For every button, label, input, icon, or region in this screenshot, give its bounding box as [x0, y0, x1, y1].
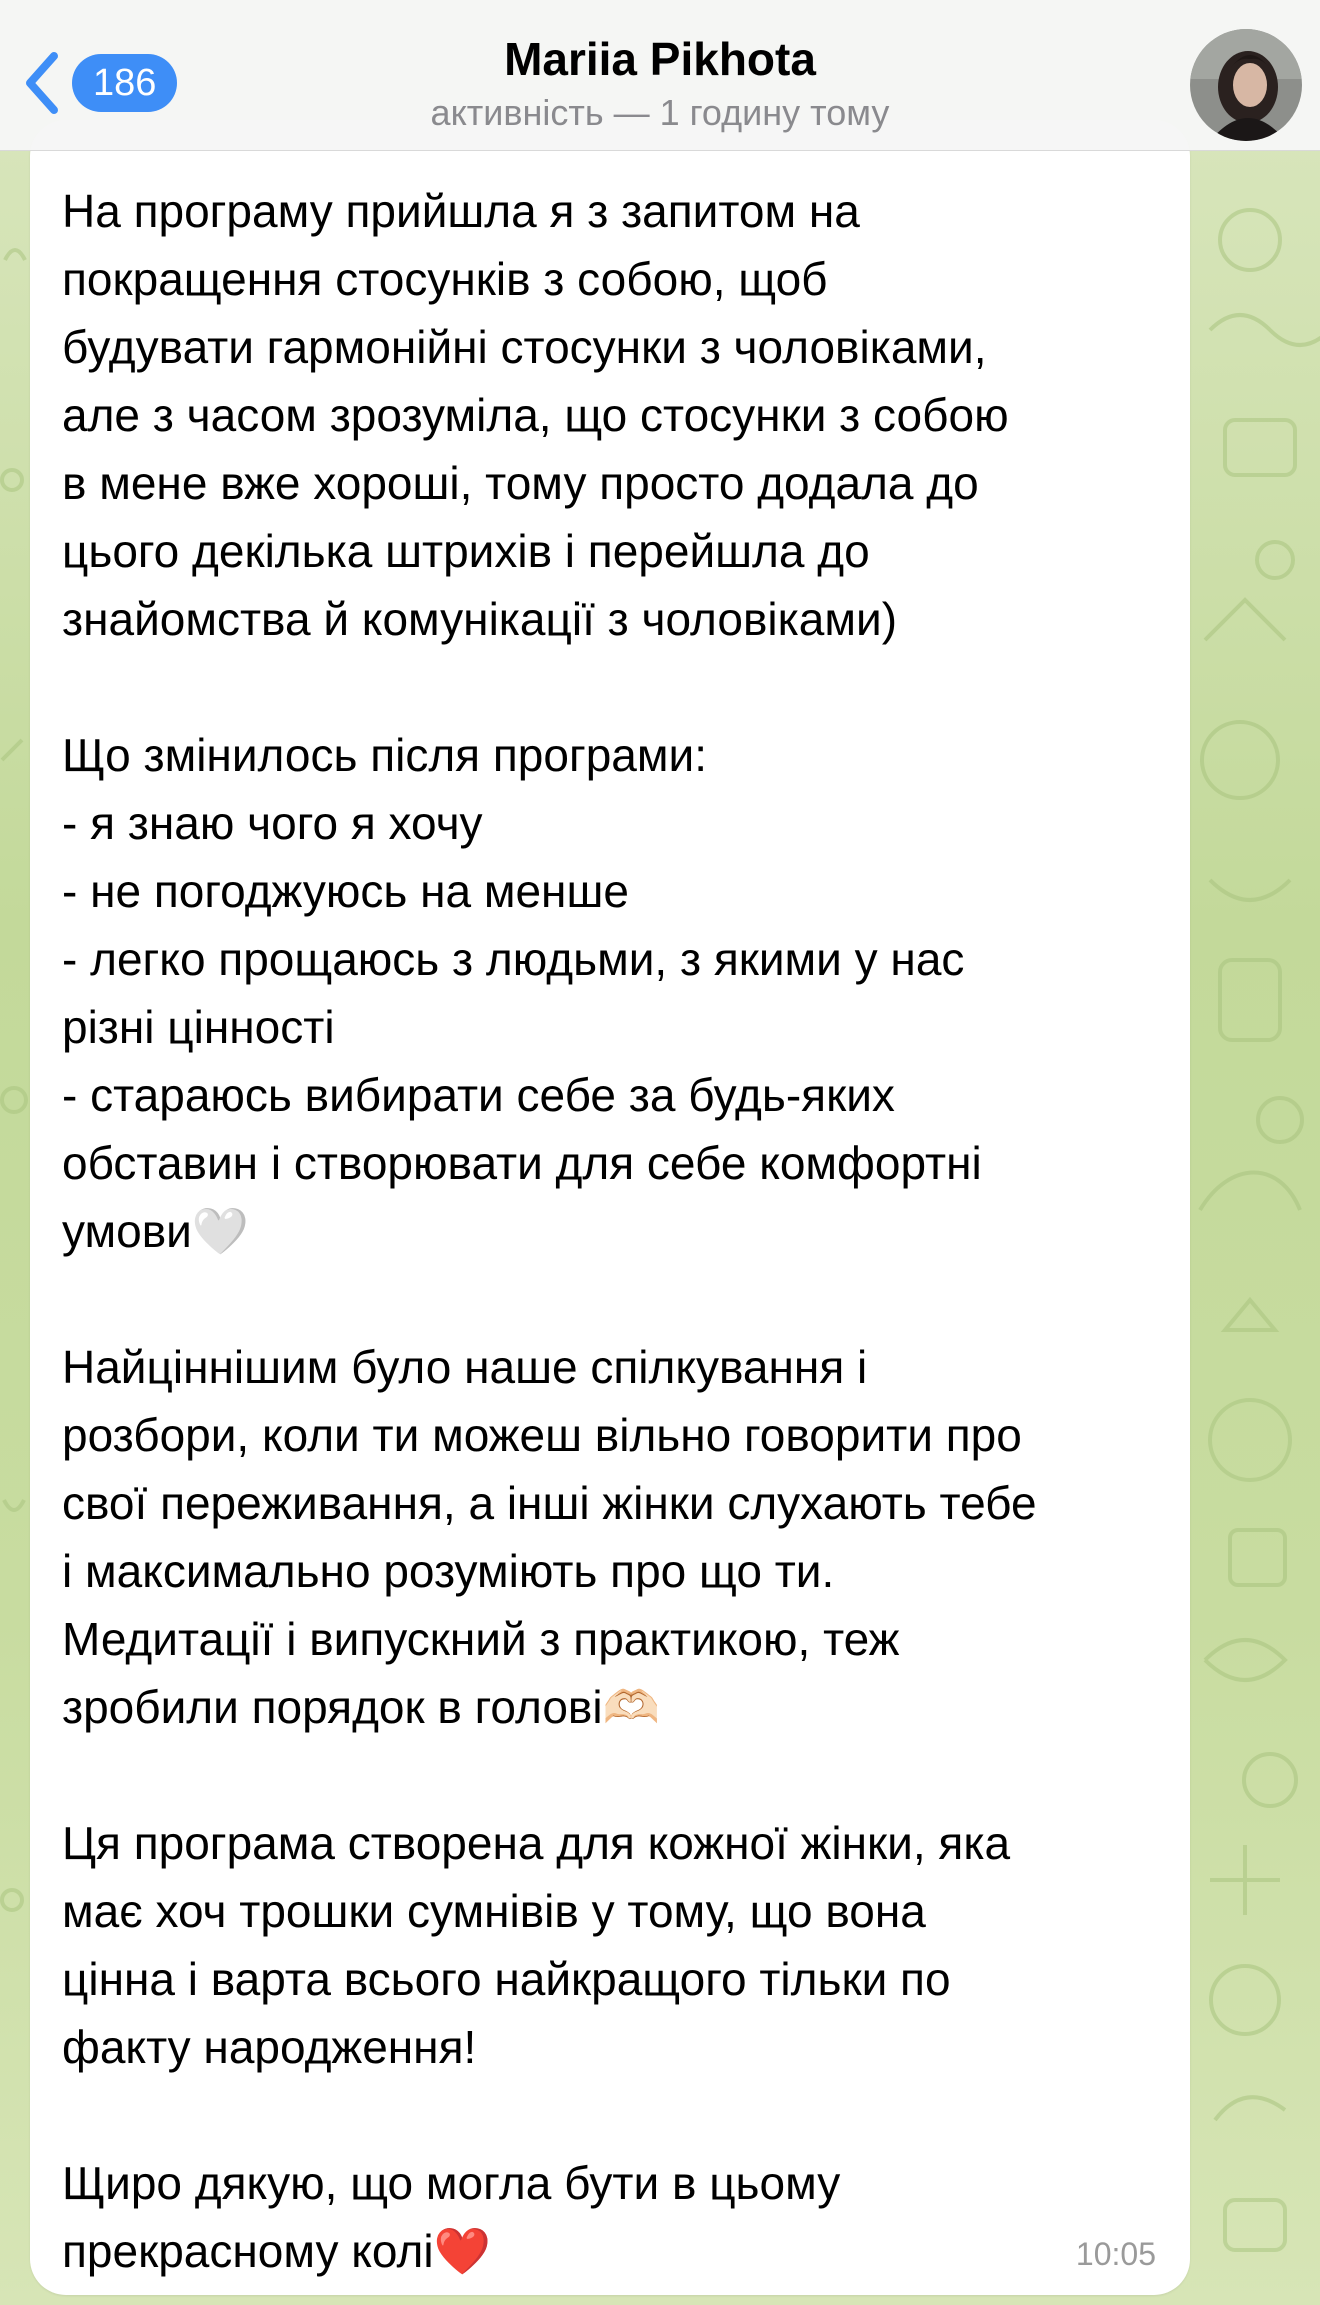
message-timestamp: 10:05	[1075, 2236, 1156, 2272]
chevron-left-icon	[20, 48, 64, 118]
message-bubble[interactable]	[30, 120, 1190, 2295]
contact-avatar[interactable]	[1190, 29, 1302, 141]
message-text: На програму прийшла я з запитом на покращення стосунків з собою, щоб будувати гармонійні стосунки з чоловіками, але з часом зрозуміла, що стосунки з собою в мене вже хороші, тому просто додала до цього декілька штрихів і перейшла до знайомства й комунікації з чоловіками) Що змінилось після програми: - я знаю чого я хочу - не погоджуюсь на менше - легко прощаюсь з людьми, з якими у нас різні цінності - стараюсь вибирати себе за будь-яких обставин і створювати для себе комфортні умови🤍 Найціннішим було наше спілкування і розбори, коли ти можеш вільно говорити про свої переживання, а інші жінки слухають тебе і максимально розуміють про що ти. Медитації і випускний з практикою, теж зробили порядок в голові🫶🏻 Ця програма створена для кожної жінки, яка має хоч трошки сумнівів у тому, що вона цінна і варта всього найкращого тільки по факту народження! Щиро дякую, що могла бути в цьому прекрасному колі❤️	[62, 185, 1037, 2277]
back-button[interactable]	[20, 48, 177, 118]
chat-title[interactable]: Mariia Pikhota	[504, 33, 816, 85]
avatar-image	[1190, 29, 1302, 141]
unread-count-badge: 186	[72, 54, 177, 112]
chat-header	[0, 0, 1320, 151]
chat-status: активність — 1 годину тому	[430, 92, 890, 133]
